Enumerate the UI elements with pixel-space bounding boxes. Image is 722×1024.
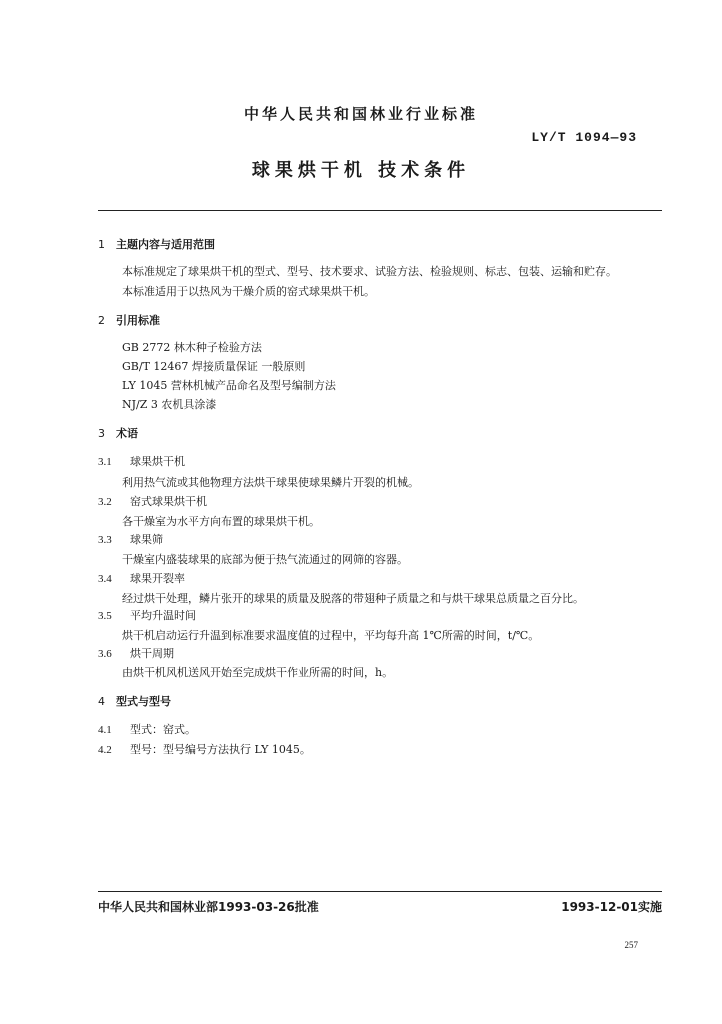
clause-text: 型号：型号编号方法执行 LY 1045。 — [130, 743, 311, 756]
section-1-line-2: 本标准适用于以热风为干燥介质的窑式球果烘干机。 — [122, 285, 375, 298]
page-number: 257 — [624, 940, 638, 950]
section-1-line-1: 本标准规定了球果烘干机的型式、型号、技术要求、试验方法、检验规则、标志、包装、运输和贮存。 — [122, 265, 617, 278]
header-rule — [98, 210, 662, 211]
term-definition: 烘干机启动运行升温到标准要求温度值的过程中，平均每升高 1℃所需的时间，t/℃。 — [122, 629, 540, 642]
standard-title: 中华人民共和国林业行业标准 — [243, 105, 478, 123]
term-number: 3.3 — [98, 534, 112, 546]
section-1-heading — [98, 236, 215, 252]
term-definition: 干燥室内盛装球果的底部为便于热气流通过的网筛的容器。 — [122, 553, 408, 566]
footer-rule — [98, 891, 662, 892]
reference-item: LY 1045 营林机械产品命名及型号编制方法 — [122, 379, 336, 392]
section-number: 2 — [98, 314, 105, 327]
reference-item: NJ/Z 3 农机具涂漆 — [122, 398, 217, 411]
section-number: 4 — [98, 695, 105, 708]
term-number: 3.4 — [98, 573, 112, 585]
document-title: 球果烘干机 技术条件 — [251, 160, 471, 181]
term-definition: 由烘干机风机送风开始至完成烘干作业所需的时间，h。 — [122, 666, 394, 679]
clause-4-1 — [98, 721, 196, 737]
reference-item: GB 2772 林木种子检验方法 — [122, 341, 262, 354]
section-title: 引用标准 — [116, 314, 160, 327]
term-number: 3.6 — [98, 648, 112, 660]
term-3-2 — [98, 493, 207, 509]
term-name: 平均升温时间 — [130, 609, 196, 622]
clause-number: 4.2 — [98, 744, 112, 756]
section-title: 型式与型号 — [116, 695, 171, 708]
term-3-6 — [98, 645, 174, 661]
term-number: 3.2 — [98, 496, 112, 508]
clause-4-2 — [98, 741, 311, 757]
standard-code: LY/T 1094—93 — [531, 130, 637, 145]
term-definition: 各干燥室为水平方向布置的球果烘干机。 — [122, 515, 320, 528]
term-name: 球果烘干机 — [130, 455, 185, 468]
term-number: 3.1 — [98, 456, 112, 468]
term-3-1 — [98, 453, 185, 469]
term-name: 烘干周期 — [130, 647, 174, 660]
term-3-5 — [98, 607, 196, 623]
clause-text: 型式：窑式。 — [130, 723, 196, 736]
term-number: 3.5 — [98, 610, 112, 622]
section-number: 1 — [98, 238, 105, 251]
term-3-3 — [98, 531, 163, 547]
term-name: 窑式球果烘干机 — [130, 495, 207, 508]
section-title: 主题内容与适用范围 — [116, 238, 215, 251]
section-4-heading — [98, 693, 171, 709]
clause-number: 4.1 — [98, 724, 112, 736]
section-title: 术语 — [116, 427, 138, 440]
section-2-heading — [98, 312, 160, 328]
term-name: 球果筛 — [130, 533, 163, 546]
effective-date: 1993-12-01实施 — [561, 900, 662, 914]
term-definition: 利用热气流或其他物理方法烘干球果使球果鳞片开裂的机械。 — [122, 476, 419, 489]
term-definition: 经过烘干处理，鳞片张开的球果的质量及脱落的带翅种子质量之和与烘干球果总质量之百分比。 — [122, 592, 584, 605]
section-3-heading — [98, 425, 138, 441]
section-number: 3 — [98, 427, 105, 440]
issuer-approval: 中华人民共和国林业部1993-03-26批准 — [98, 900, 319, 914]
reference-item: GB/T 12467 焊接质量保证 一般原则 — [122, 360, 306, 373]
term-name: 球果开裂率 — [130, 572, 185, 585]
term-3-4 — [98, 570, 185, 586]
